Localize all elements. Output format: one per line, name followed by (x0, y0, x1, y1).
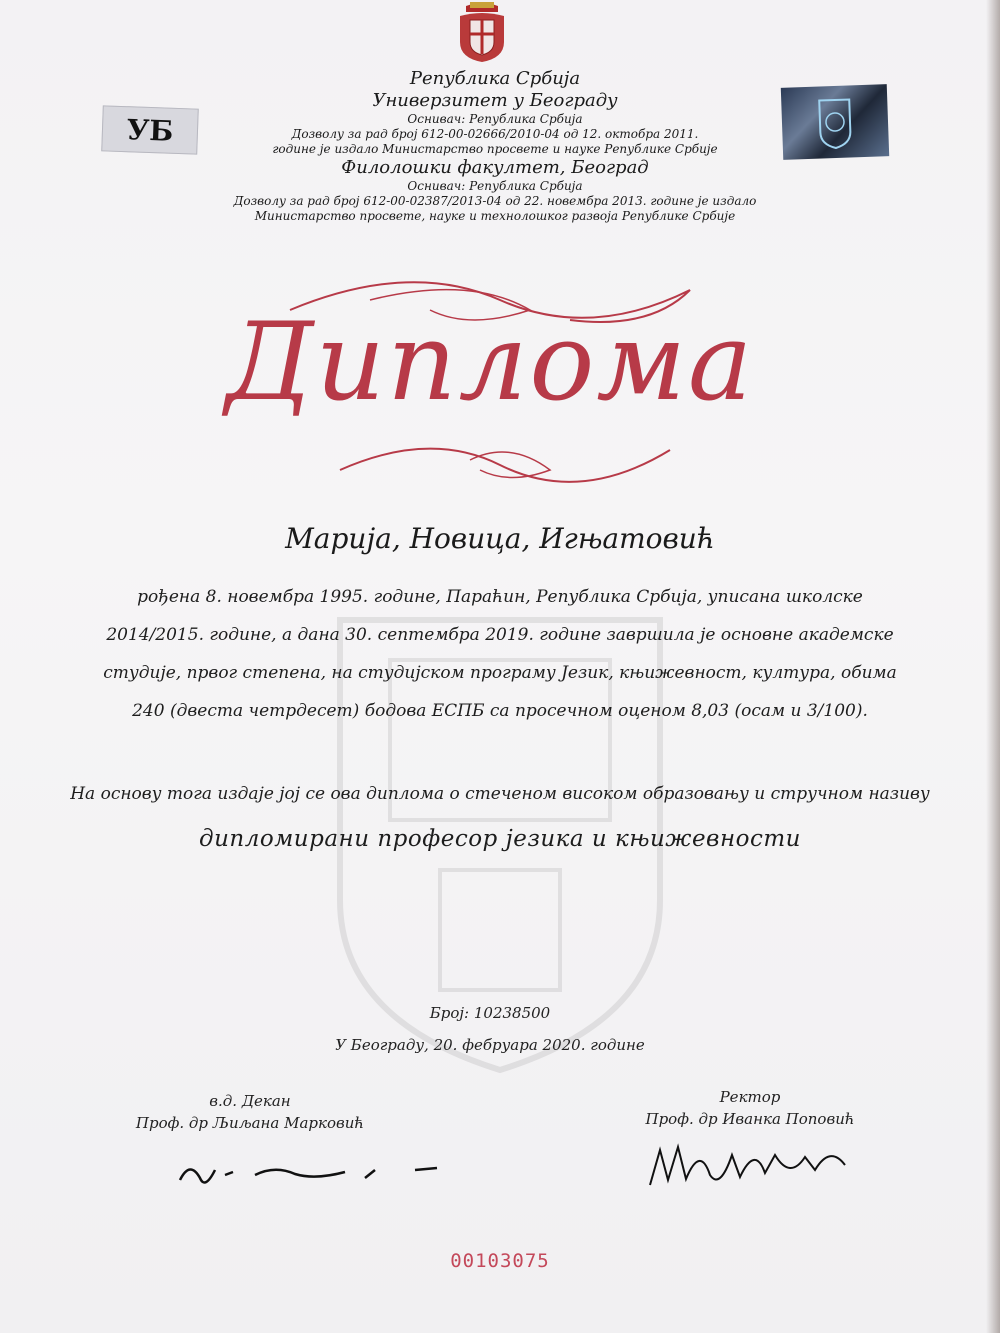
rector-signature-block (600, 1086, 900, 1130)
university-permit-line-2: године је издало Министарство просвете и науке Републике Србије (272, 142, 718, 156)
body-line-3: студије, првог степена, на студијском програму Језик, књижевност, култура, обима (103, 663, 897, 683)
university-permit-line-1: Дозволу за рад број 612-00-02666/2010-04 од 12. октобра 2011. (291, 127, 699, 141)
faculty-permit-line-1: Дозволу за рад број 612-00-02387/2013-04 од 22. новембра 2013. године је издало (233, 194, 757, 208)
diploma-body (80, 578, 920, 730)
diploma-title: Диплома (225, 300, 755, 425)
serbia-coat-of-arms-icon (456, 2, 508, 64)
issuance-basis: На основу тога издаје јој се ова диплома о стеченом високом образовању и стручном називу (70, 784, 930, 804)
dean-role: в.д. Декан (209, 1092, 291, 1110)
body-line-4: 240 (двеста четрдесет) бодова ЕСПБ са просечном оценом 8,03 (осам и 3/100). (132, 701, 868, 721)
faculty-name: Филолошки факултет, Београд (341, 157, 649, 178)
diploma-title-block (170, 270, 810, 510)
diploma-number: Број: 10238500 (429, 1004, 551, 1022)
rector-signature (640, 1135, 860, 1195)
dean-signature-block (100, 1090, 400, 1134)
paper-edge-shadow (986, 0, 1000, 1333)
faculty-permit-line-2: Министарство просвете, науке и технолошког развоја Републике Србије (254, 209, 736, 223)
body-line-1: рођена 8. новембра 1995. године, Параћин, Република Србија, уписана школске (137, 587, 863, 607)
republic-name: Република Србија (409, 68, 581, 89)
body-line-2: 2014/2015. године, а дана 30. септембра 2019. године завршила је основне академске (106, 625, 894, 645)
dean-name: Проф. др Љиљана Марковић (135, 1114, 365, 1132)
graduate-name: Марија, Новица, Игњатовић (285, 522, 715, 555)
ub-sticker-text: УБ (126, 112, 174, 148)
dean-signature (175, 1150, 445, 1195)
issuer-header (150, 68, 840, 224)
place-and-date: У Београду, 20. фебруара 2020. године (335, 1036, 645, 1054)
rector-name: Проф. др Иванка Поповић (645, 1110, 855, 1128)
university-name: Универзитет у Београду (372, 90, 618, 111)
rector-role: Ректор (719, 1088, 781, 1106)
professional-title: дипломирани професор језика и књижевности (199, 826, 801, 852)
serial-number: 00103075 (450, 1250, 550, 1272)
university-founder: Оснивач: Република Србија (407, 112, 583, 126)
faculty-founder: Оснивач: Република Србија (407, 179, 583, 193)
